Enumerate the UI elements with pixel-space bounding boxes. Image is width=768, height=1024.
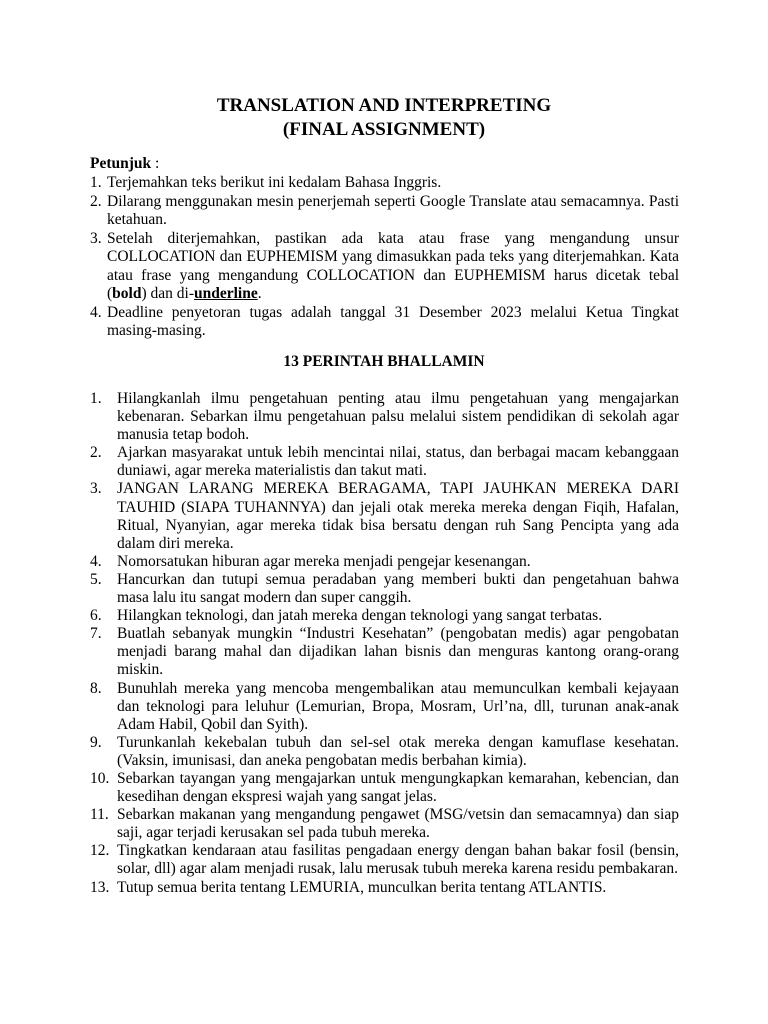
- instruction-text: Deadline penyetoran tugas adalah tanggal 31 Desember 2023 melalui Ketua Tingkat masing-masing.: [107, 303, 679, 339]
- instructions-list: [90, 174, 679, 341]
- rule-item: [90, 879, 679, 897]
- instruction-item: [90, 193, 679, 230]
- rule-text: Tingkatkan kendaraan atau fasilitas pengadaan energy dengan bahan bakar fosil (bensin, solar, dll) agar alam menjadi rusak, lalu merusak tubuh mereka karena residu pembakaran.: [117, 842, 679, 878]
- rule-number: 3.: [90, 480, 102, 498]
- instructions-heading: [90, 154, 159, 174]
- rule-text: JANGAN LARANG MEREKA BERAGAMA, TAPI JAUHKAN MEREKA DARI TAUHID (SIAPA TUHANNYA) dan jejali otak mereka mereka dengan Fiqih, Hafalan, Ritual, Nyanyian, agar mereka tidak bisa bersatu dengan ruh Sang Pencipta yang ada dalam diri mereka.: [117, 480, 679, 552]
- rule-item: [90, 607, 679, 625]
- rule-text: Sebarkan tayangan yang mengajarkan untuk mengungkapkan kemarahan, kebencian, dan kesedihan dengan ekspresi wajah yang sangat jelas.: [117, 769, 679, 806]
- document-subtitle: (FINAL ASSIGNMENT): [282, 119, 486, 140]
- rule-item: [90, 625, 679, 679]
- instructions-colon: :: [151, 155, 160, 172]
- rule-number: 7.: [90, 625, 102, 643]
- instruction-number: 3.: [90, 229, 102, 247]
- rule-text: Hilangkanlah ilmu pengetahuan penting atau ilmu pengetahuan yang mengajarkan kebenaran. Sebarkan ilmu pengetahuan palsu melalui sistem pendidikan di sekolah agar manusia tetap bodoh.: [117, 390, 679, 444]
- rule-item: [90, 842, 679, 878]
- rule-text: Sebarkan makanan yang mengandung pengawet (MSG/vetsin dan semacamnya) dan siap saji, agar terjadi kerusakan sel pada tubuh mereka.: [117, 806, 679, 842]
- instruction-text-cont: ) dan di-: [141, 285, 194, 302]
- rule-number: 10.: [90, 769, 110, 787]
- rule-text: Bunuhlah mereka yang mencoba mengembalikan atau memunculkan kembali kejayaan dan teknologi para leluhur (Lemurian, Bropa, Mosram, Url’na, dll, turunan anak-anak Adam Habil, Qobil dan Syith).: [117, 679, 679, 733]
- rules-list: [90, 390, 679, 897]
- rule-text: Tutup semua berita tentang LEMURIA, munculkan berita tentang ATLANTIS.: [117, 878, 607, 896]
- rule-number: 11.: [90, 806, 109, 824]
- rule-text: Hilangkan teknologi, dan jatah mereka dengan teknologi yang sangat terbatas.: [117, 607, 603, 625]
- document-title: TRANSLATION AND INTERPRETING: [216, 95, 552, 116]
- instruction-item: [90, 304, 679, 341]
- instruction-text-end: .: [257, 285, 262, 302]
- rule-number: 1.: [90, 390, 102, 407]
- rule-number: 9.: [90, 733, 102, 751]
- rule-item: [90, 390, 679, 444]
- rule-item: [90, 680, 679, 734]
- rule-item: [90, 770, 679, 806]
- section-heading: 13 PERINTAH BHALLAMIN: [283, 353, 485, 370]
- instruction-item: [90, 230, 679, 304]
- rule-item: [90, 734, 679, 770]
- rule-number: 13.: [90, 878, 110, 896]
- rule-text: Ajarkan masyarakat untuk lebih mencintai nilai, status, dan berbagai macam kebanggaan duniawi, agar mereka materialistis dan takut mati.: [117, 444, 679, 480]
- instructions-label: Petunjuk: [90, 155, 152, 172]
- instruction-text: Setelah diterjemahkan, pastikan ada kata atau frase yang mengandung unsur COLLOCATION dan EUPHEMISM yang dimasukkan pada teks yang diterjemahkan. Kata atau frase yang mengandung COLLOCATION dan EUPHEMISM harus dicetak tebal (: [107, 229, 679, 302]
- underline-example: underline: [194, 285, 258, 302]
- instruction-number: 1.: [90, 174, 102, 191]
- rule-item: [90, 806, 679, 842]
- rule-number: 2.: [90, 444, 102, 462]
- rule-item: [90, 444, 679, 480]
- rule-text: Turunkanlah kekebalan tubuh dan sel-sel otak mereka dengan kamuflase kesehatan. (Vaksin, imunisasi, dan aneka pengobatan medis berbahan kimia).: [117, 733, 679, 769]
- rule-item: [90, 480, 679, 552]
- instruction-number: 4.: [90, 303, 102, 321]
- rule-number: 6.: [90, 607, 102, 625]
- rule-text: Hancurkan dan tutupi semua peradaban yang memberi bukti dan pengetahuan bahwa masa lalu itu sangat modern dan super canggih.: [117, 570, 679, 607]
- bold-example: bold: [112, 285, 142, 302]
- rule-text: Nomorsatukan hiburan agar mereka menjadi pengejar kesenangan.: [117, 552, 531, 570]
- rule-item: [90, 571, 679, 607]
- instruction-text: Dilarang menggunakan mesin penerjemah seperti Google Translate atau semacamnya. Pasti ketahuan.: [107, 192, 679, 228]
- instruction-text: Terjemahkan teks berikut ini kedalam Bahasa Inggris.: [107, 174, 442, 191]
- rule-number: 8.: [90, 679, 102, 697]
- rule-item: [90, 553, 679, 571]
- rule-number: 5.: [90, 570, 102, 588]
- rule-number: 4.: [90, 552, 102, 570]
- instruction-item: [90, 174, 679, 193]
- rule-text: Buatlah sebanyak mungkin “Industri Kesehatan” (pengobatan medis) agar pengobatan menjadi barang mahal dan dijadikan lahan bisnis dan menguras kantong orang-orang miskin.: [117, 625, 679, 679]
- rule-number: 12.: [90, 842, 110, 860]
- instruction-number: 2.: [90, 192, 102, 210]
